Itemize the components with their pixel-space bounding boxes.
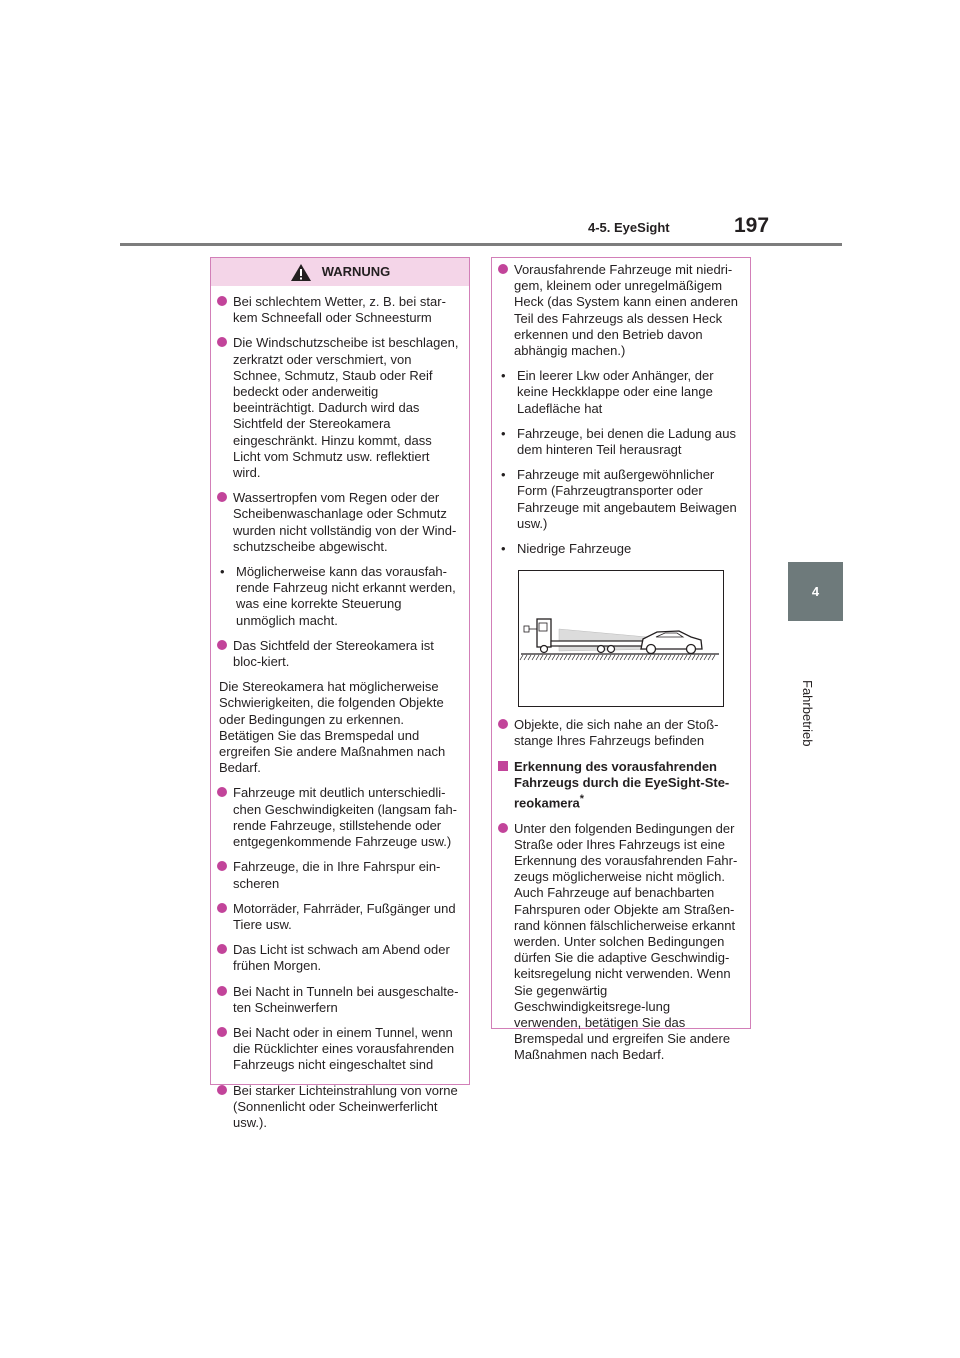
road-hatch-line [648,655,651,660]
road-hatch-line [588,655,591,660]
chapter-number: 4 [811,584,820,599]
magenta-dot-icon [217,1085,227,1095]
road-hatch-line [540,655,543,660]
footnote-mark: * [579,793,584,806]
road-hatch-line [692,655,695,660]
road-hatch-line [612,655,615,660]
road-hatch-line [704,655,707,660]
road-hatch-line [576,655,579,660]
list-item-text: Wassertropfen vom Regen oder der Scheibenwaschanlage oder Schmutz wurden nicht vollständig von der Wind-schutzscheibe abgewischt. [233,490,457,554]
magenta-dot-icon [498,823,508,833]
road-hatch-line [708,655,711,660]
road-hatch-line [580,655,583,660]
bullet-icon: • [220,564,225,580]
header-rule [120,243,842,246]
list-item-text: Fahrzeuge, bei denen die Ladung aus dem hinteren Teil herausragt [517,425,737,458]
magenta-dot-icon [217,861,227,871]
magenta-dot-icon [217,492,227,502]
list-item-text: Die Windschutzscheibe ist beschlagen, zerkratzt oder verschmiert, von Schnee, Schmutz, Staub oder Reif bedeckt oder anderweitig beeinträchtigt. Dadurch wird das Sichtfeld der Stereokamera eingeschränkt. Hinzu kommt, dass Licht vom Schmutz usw. reflektiert wird. [233,335,459,481]
list-item [217,638,459,670]
paragraph: Die Stereokamera hat möglicherweise Schwierigkeiten, die folgenden Objekte oder Bedingungen zu erkennen. Betätigen Sie das Bremspedal und ergreifen Sie andere Maßnahmen nach Bedarf. [219,679,446,776]
list-item [217,1083,459,1132]
magenta-dot-icon [498,719,508,729]
bullet-icon: • [501,425,506,441]
road-hatch-line [544,655,547,660]
road-hatch-line [568,655,571,660]
road-hatch-line [556,655,559,660]
list-item-text: Vorausfahrende Fahrzeuge mit niedri-gem, kleinem oder unregelmäßigem Heck (das System kann einen anderen Teil des Fahrzeugs als dessen Heck erkennen und den Betrieb davon abhängig machen.) [514,262,739,359]
road-hatch-line [524,655,527,660]
list-item-text: Bei Nacht in Tunneln bei ausgeschalte-ten Scheinwerfern [233,983,459,1015]
truck-car-illustration [518,570,724,707]
list-item [498,262,740,359]
magenta-dot-icon [217,944,227,954]
magenta-square-icon [498,761,508,771]
magenta-dot-icon [498,264,508,274]
list-item-text: Fahrzeuge mit außergewöhnlicher Form (Fahrzeugtransporter oder Fahrzeuge mit angebautem Beiwagen usw.) [517,467,737,531]
warning-triangle-icon [290,263,312,282]
chapter-title: Fahrbetrieb [800,680,815,747]
magenta-dot-icon [217,903,227,913]
info-list-bottom [498,717,740,749]
road-hatch-line [560,655,563,660]
page-number: 197 [734,214,770,237]
list-item [498,717,740,749]
road-hatch-line [680,655,683,660]
warning-list [211,286,469,1131]
list-item-text: Möglicherweise kann das vorausfah-rende Fahrzeug nicht erkannt werden, was eine korrekte Steuerung unmöglich macht. [236,564,456,628]
road-hatch-line [628,655,631,660]
subsection-text: Unter den folgenden Bedingungen der Straße oder Ihres Fahrzeugs ist eine Erkennung des vorausfahrenden Fahr-zeugs möglicherweise nicht möglich. Auch Fahrzeuge auf benachbarten Fahrspuren oder Objekte am Straßen-rand können fälschlicherweise erkannt werden. Unter solchen Bedingungen dürfen Sie die adaptive Geschwindig-keitsregelung nicht verwenden. Wenn Sie gegenwärtig Geschwindigkeitsrege-lung verwenden, betätigen Sie das Bremspedal und ergreifen Sie andere Maßnahmen nach Bedarf. [514,820,738,1063]
subsection-item [498,821,740,1064]
road-hatch-line [528,655,531,660]
magenta-dot-icon [217,296,227,306]
warning-title: WARNUNG [321,263,391,279]
warning-header [211,258,469,286]
road-hatch-line [652,655,655,660]
bullet-icon: • [501,467,506,483]
road-hatch-line [656,655,659,660]
list-item [217,335,459,481]
road-hatch-line [592,655,595,660]
list-item [217,901,459,933]
list-item-text: Fahrzeuge mit deutlich unterschiedli-chen Geschwindigkeiten (langsam fah-rende Fahrzeuge, stillstehende oder entgegenkommende Fahrzeuge usw.) [233,785,458,850]
road-hatch-line [548,655,551,660]
magenta-dot-icon [217,640,227,650]
road-hatch-line [640,655,643,660]
bullet-icon: • [501,541,506,557]
list-item-text: Fahrzeuge, die in Ihre Fahrspur ein-scheren [233,859,441,891]
list-item [498,368,740,417]
road-hatch-line [688,655,691,660]
list-item [217,490,459,555]
road-hatch-line [632,655,635,660]
list-item [217,859,459,891]
magenta-dot-icon [217,787,227,797]
bullet-icon: • [501,368,506,384]
road-hatch-line [520,655,523,660]
list-item [217,942,459,974]
road-hatch-line [616,655,619,660]
road-hatch-line [564,655,567,660]
road-hatch-line [668,655,671,660]
list-item-text: Bei Nacht oder in einem Tunnel, wenn die Rücklichter eines vorausfahrenden Fahrzeugs nicht eingeschaltet sind [233,1024,455,1073]
road-hatch-line [676,655,679,660]
list-item [217,785,459,850]
list-item [498,541,740,557]
list-item [217,294,459,326]
list-item-text: Objekte, die sich nahe an der Stoß-stange Ihres Fahrzeugs befinden [514,717,719,749]
info-list-top [498,262,740,557]
road-hatch-line [536,655,539,660]
road-hatch-line [572,655,575,660]
warning-box [210,257,470,1130]
list-item-text: Ein leerer Lkw oder Anhänger, der keine Heckklappe oder eine lange Ladefläche hat [517,368,714,416]
road-hatch-line [696,655,699,660]
road-hatch-line [620,655,623,660]
road-hatch-line [644,655,647,660]
road-hatch-line [600,655,603,660]
list-item-text: Das Sichtfeld der Stereokamera ist bloc-kiert. [233,637,434,670]
road-hatch-line [608,655,611,660]
road-hatch-line [532,655,535,660]
road-hatch-line [604,655,607,660]
list-item [498,426,740,458]
list-item [217,564,459,629]
road-hatch-line [672,655,675,660]
list-item [217,984,459,1016]
road-hatch-line [636,655,639,660]
road-hatch-line [700,655,703,660]
chapter-tab [788,562,843,621]
magenta-dot-icon [217,1027,227,1037]
road-hatch-line [624,655,627,660]
road-hatch-line [664,655,667,660]
road-hatch-line [552,655,555,660]
list-item [498,467,740,532]
list-item-text: Bei schlechtem Wetter, z. B. bei star-kem Schneefall oder Schneesturm [233,294,446,326]
list-item-text: Bei starker Lichteinstrahlung von vorne (Sonnenlicht oder Scheinwerferlicht usw.). [233,1082,458,1130]
magenta-dot-icon [217,337,227,347]
list-item-text: Niedrige Fahrzeuge [517,541,632,557]
magenta-dot-icon [217,986,227,996]
list-item-text: Motorräder, Fahrräder, Fußgänger und Tiere usw. [233,900,456,932]
section-title: 4-5. EyeSight [588,220,670,235]
list-item-text: Das Licht ist schwach am Abend oder frühen Morgen. [233,942,450,974]
road-hatch-line [584,655,587,660]
info-content [492,258,750,1064]
list-item [217,1025,459,1074]
road-hatch-line [712,655,715,660]
info-box [491,257,751,1063]
subsection-heading-text: Erkennung des vorausfahrenden Fahrzeugs durch die EyeSight-Ste-reokamera [514,758,730,811]
road-hatch-line [684,655,687,660]
subsection-heading [498,759,740,812]
road-hatch-line [660,655,663,660]
road-hatch-line [596,655,599,660]
